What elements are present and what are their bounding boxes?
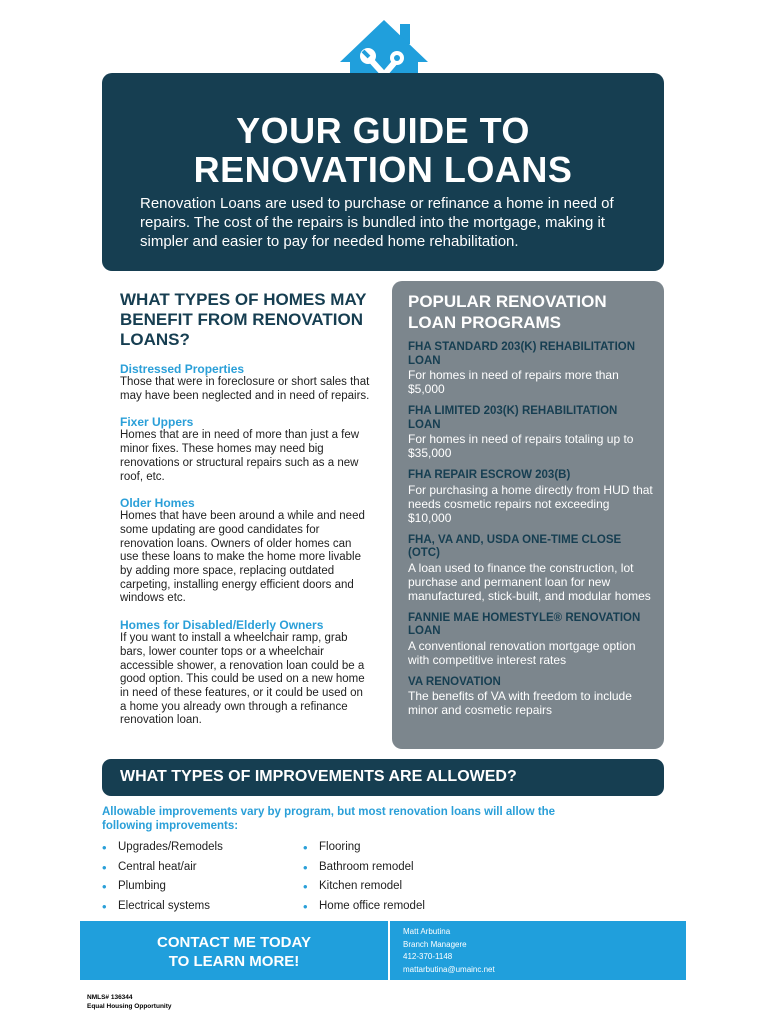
program-name: VA RENOVATION <box>408 675 501 688</box>
program-item <box>408 676 653 718</box>
contact-email[interactable]: mattarbutina@umainc.net <box>403 964 495 974</box>
cta-line-1: CONTACT ME TODAY <box>157 934 311 951</box>
nmls-number: NMLS# 136344 <box>87 994 133 1001</box>
program-item <box>408 612 653 667</box>
page-title <box>102 111 664 189</box>
program-name: FHA REPAIR ESCROW 203(B) <box>408 469 571 481</box>
home-type-title: Fixer Uppers <box>120 415 194 430</box>
program-name: FHA, VA AND, USDA ONE-TIME CLOSE (OTC) <box>408 533 622 559</box>
footer-legal <box>87 993 172 1011</box>
intro-text: Renovation Loans are used to purchase or refinance a home in need of repairs. The cost of the repairs is bundled into the mortgage, making it simpler and easier to pay for needed home rehabilitation. <box>140 195 614 250</box>
list-item: • Electrical systems <box>102 900 292 913</box>
home-type-title: Homes for Disabled/Elderly Owners <box>120 618 324 633</box>
program-desc: A conventional renovation mortgage option with competitive interest rates <box>408 638 636 667</box>
homes-heading: WHAT TYPES OF HOMES MAY BENEFIT FROM RENOVATION LOANS? <box>120 290 367 349</box>
title-line-2: RENOVATION LOANS <box>193 149 573 190</box>
home-type-desc: If you want to install a wheelchair ramp, grab bars, lower counter tops or a wheelchair accessible shower, a renovation loan could be a good option. This could be used on a new home in need of these features, or it could be used on a home you already own through a refinance renovation loan. <box>120 632 365 727</box>
list-item: • Home office remodel <box>303 900 493 913</box>
list-item: • Flooring <box>303 841 493 854</box>
equal-housing-text: Equal Housing Opportunity <box>87 1003 172 1010</box>
program-name: FANNIE MAE HOMESTYLE® RENOVATION LOAN <box>408 611 641 637</box>
contact-role: Branch Managere <box>403 939 467 949</box>
home-type-desc: Those that were in foreclosure or short sales that may have been neglected and in need of repairs. <box>120 376 370 402</box>
list-item: • Plumbing <box>102 880 292 893</box>
contact-phone[interactable]: 412-370-1148 <box>403 952 453 961</box>
home-type-item <box>120 618 370 728</box>
homes-section <box>120 290 370 740</box>
program-desc: For homes in need of repairs totaling up to $35,000 <box>408 432 634 460</box>
home-type-desc: Homes that are in need of more than just a few minor fixes. These homes may need big renovations or structural repairs such as a new roof, etc. <box>120 429 360 483</box>
program-item <box>408 341 653 396</box>
title-line-1: YOUR GUIDE TO <box>236 110 530 151</box>
program-name: FHA LIMITED 203(K) REHABILITATION LOAN <box>408 405 618 431</box>
improvements-heading: WHAT TYPES OF IMPROVEMENTS ARE ALLOWED? <box>120 768 517 785</box>
programs-panel <box>392 281 664 749</box>
improvements-intro: Allowable improvements vary by program, but most renovation loans will allow the following improvements: <box>102 806 556 832</box>
home-type-title: Distressed Properties <box>120 362 245 376</box>
home-type-title: Older Homes <box>120 496 195 511</box>
improvements-banner <box>102 759 664 796</box>
list-item: • Upgrades/Remodels <box>102 841 292 854</box>
program-item <box>408 405 653 460</box>
list-item: • Central heat/air <box>102 861 292 874</box>
program-desc: A loan used to finance the construction, lot purchase and permanent loan for new manufactured, stick-built, and modular homes <box>408 560 651 603</box>
contact-divider <box>388 921 390 980</box>
header-banner <box>102 73 664 271</box>
program-item <box>408 469 653 525</box>
list-item: • Bathroom remodel <box>303 861 493 874</box>
program-desc: For homes in need of repairs more than $5,000 <box>408 368 619 396</box>
programs-heading: POPULAR RENOVATION LOAN PROGRAMS <box>408 292 607 332</box>
program-item <box>408 534 653 603</box>
home-type-item <box>120 415 370 484</box>
improvements-list-left <box>102 841 292 919</box>
contact-name: Matt Arbutina <box>403 927 451 936</box>
home-type-item <box>120 362 370 403</box>
program-desc: For purchasing a home directly from HUD that needs cosmetic repairs not exceeding $10,000 <box>408 482 653 525</box>
contact-bar <box>80 921 686 980</box>
program-list <box>408 341 653 726</box>
home-type-desc: Homes that have been around a while and need some updating are good candidates for renovation loans. Owners of older homes can use these loans to make the home more livable by adding more space, replacing outdated carpeting, installing energy efficient doors and windows etc. <box>120 510 365 605</box>
contact-info <box>403 926 495 976</box>
improvements-list-right <box>303 841 493 919</box>
home-type-item <box>120 496 370 606</box>
cta-line-2: TO LEARN MORE! <box>168 953 300 970</box>
program-desc: The benefits of VA with freedom to include minor and cosmetic repairs <box>408 689 632 717</box>
program-name: FHA STANDARD 203(K) REHABILITATION LOAN <box>408 341 636 367</box>
list-item: • Kitchen remodel <box>303 880 493 893</box>
contact-cta <box>80 933 388 971</box>
